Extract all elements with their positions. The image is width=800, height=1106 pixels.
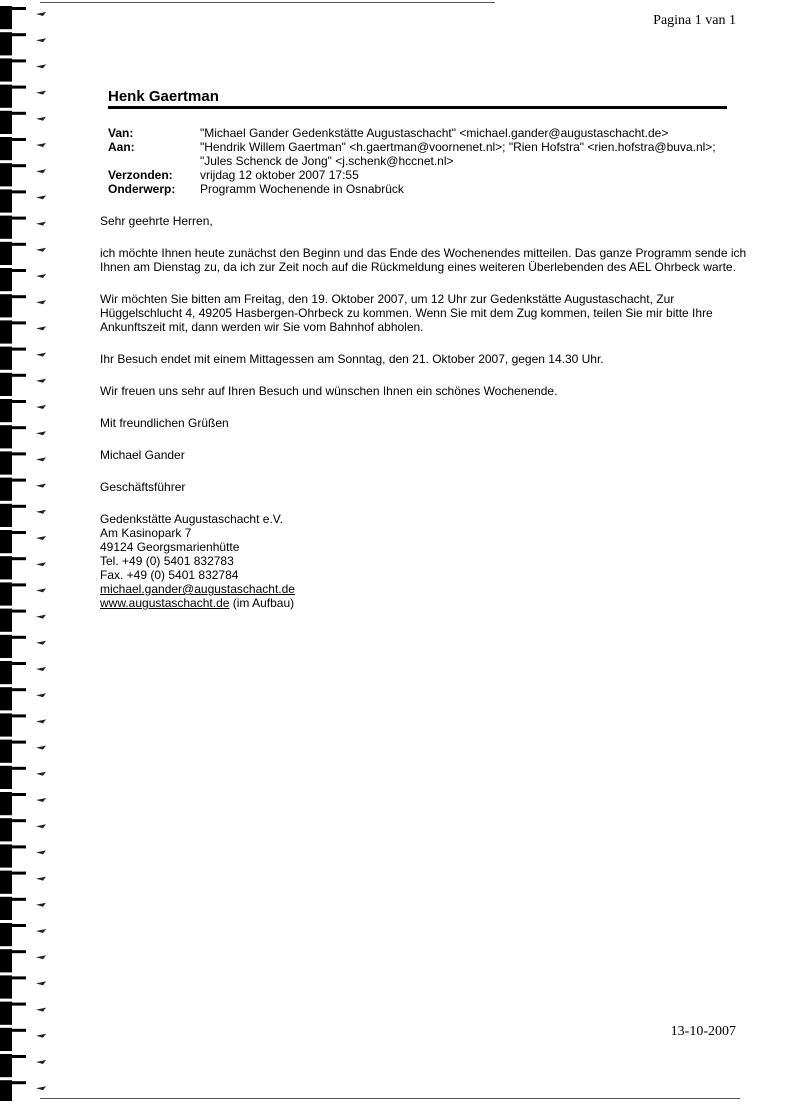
email-link[interactable]: michael.gander@augustaschacht.de (100, 582, 295, 596)
header-from (108, 126, 740, 140)
binding-ring (0, 451, 46, 474)
binding-ring (0, 163, 46, 186)
binding-ring (0, 320, 46, 343)
binding-ring (0, 111, 46, 134)
binding-ring (0, 137, 46, 160)
binding-ring (0, 1028, 46, 1051)
website-link[interactable]: www.augustaschacht.de (100, 596, 230, 610)
binding-ring (0, 661, 46, 684)
binding-ring (0, 399, 46, 422)
header-sent-value: vrijdag 12 oktober 2007 17:55 (200, 168, 359, 182)
binding-ring (0, 609, 46, 632)
sender-name-heading: Henk Gaertman (108, 88, 219, 105)
header-to-label: Aan: (108, 140, 135, 154)
binding-ring (0, 373, 46, 396)
header-subject-label: Onderwerp: (108, 182, 176, 196)
binding-ring (0, 294, 46, 317)
header-from-value: "Michael Gander Gedenkstätte Augustaschacht" <michael.gander@augustaschacht.de> (200, 126, 669, 140)
spiral-binding (0, 0, 60, 1101)
address-street: Am Kasinopark 7 (100, 526, 192, 540)
signature (100, 416, 750, 494)
binding-ring (0, 504, 46, 527)
header-to (108, 140, 740, 168)
top-scan-line (40, 2, 495, 3)
binding-ring (0, 949, 46, 972)
address-tel: Tel. +49 (0) 5401 832783 (100, 554, 234, 568)
binding-ring (0, 844, 46, 867)
email-body (100, 214, 750, 610)
binding-ring (0, 242, 46, 265)
binding-ring (0, 766, 46, 789)
header-sent-label: Verzonden: (108, 168, 173, 182)
binding-ring (0, 1054, 46, 1077)
header-subject-value: Programm Wochenende in Osnabrück (200, 182, 404, 196)
binding-ring (0, 6, 46, 29)
binding-ring (0, 897, 46, 920)
binding-ring (0, 635, 46, 658)
binding-ring (0, 425, 46, 448)
binding-ring (0, 713, 46, 736)
binding-ring (0, 871, 46, 894)
binding-ring (0, 923, 46, 946)
paragraph-3: Ihr Besuch endet mit einem Mittagessen am Sonntag, den 21. Oktober 2007, gegen 14.30 Uhr. (100, 352, 604, 366)
print-date: 13-10-2007 (670, 1024, 736, 1039)
greeting: Sehr geehrte Herren, (100, 214, 213, 228)
heading-rule (108, 106, 727, 109)
binding-ring (0, 1002, 46, 1025)
header-sent (108, 168, 740, 182)
binding-ring (0, 216, 46, 239)
address-fax: Fax. +49 (0) 5401 832784 (100, 568, 239, 582)
binding-ring (0, 58, 46, 81)
address-block (100, 512, 750, 610)
binding-ring (0, 347, 46, 370)
website-note: (im Aufbau) (229, 596, 295, 610)
binding-ring (0, 85, 46, 108)
binding-ring (0, 32, 46, 55)
signer-role: Geschäftsführer (100, 480, 186, 494)
closing: Mit freundlichen Grüßen (100, 416, 229, 430)
paragraph-1: ich möchte Ihnen heute zunächst den Beginn und das Ende des Wochenendes mitteilen. Das ganze Programm sende ich Ihnen am Dienstag zu, da ich zur Zeit noch auf die Rückmeldung eines weiteren Überlebenden des AEL Ohrbeck warte. (100, 246, 747, 274)
header-subject (108, 182, 740, 196)
binding-ring (0, 792, 46, 815)
binding-ring (0, 268, 46, 291)
binding-ring (0, 582, 46, 605)
binding-ring (0, 530, 46, 553)
binding-ring (0, 975, 46, 998)
bottom-scan-line (40, 1098, 740, 1099)
binding-ring (0, 556, 46, 579)
email-header (108, 126, 740, 196)
header-to-value: "Hendrik Willem Gaertman" <h.gaertman@voornenet.nl>; "Rien Hofstra" <rien.hofstra@buva.nl>; "Jules Schenck de Jong" <j.schenk@hccnet.nl> (200, 140, 716, 168)
binding-ring (0, 189, 46, 212)
page-number: Pagina 1 van 1 (653, 13, 736, 28)
paragraph-4: Wir freuen uns sehr auf Ihren Besuch und wünschen Ihnen ein schönes Wochenende. (100, 384, 558, 398)
binding-ring (0, 740, 46, 763)
header-from-label: Van: (108, 126, 134, 140)
binding-ring (0, 818, 46, 841)
binding-ring (0, 687, 46, 710)
paragraph-2: Wir möchten Sie bitten am Freitag, den 19. Oktober 2007, um 12 Uhr zur Gedenkstätte Augustaschacht, Zur Hüggelschlucht 4, 49205 Hasbergen-Ohrbeck zu kommen. Wenn Sie mit dem Zug kommen, teilen Sie mir bitte Ihre Ankunftszeit mit, dann werden wir Sie vom Bahnhof abholen. (100, 292, 713, 334)
binding-ring (0, 478, 46, 501)
address-city: 49124 Georgsmarienhütte (100, 540, 240, 554)
signer-name: Michael Gander (100, 448, 185, 462)
address-org: Gedenkstätte Augustaschacht e.V. (100, 512, 284, 526)
